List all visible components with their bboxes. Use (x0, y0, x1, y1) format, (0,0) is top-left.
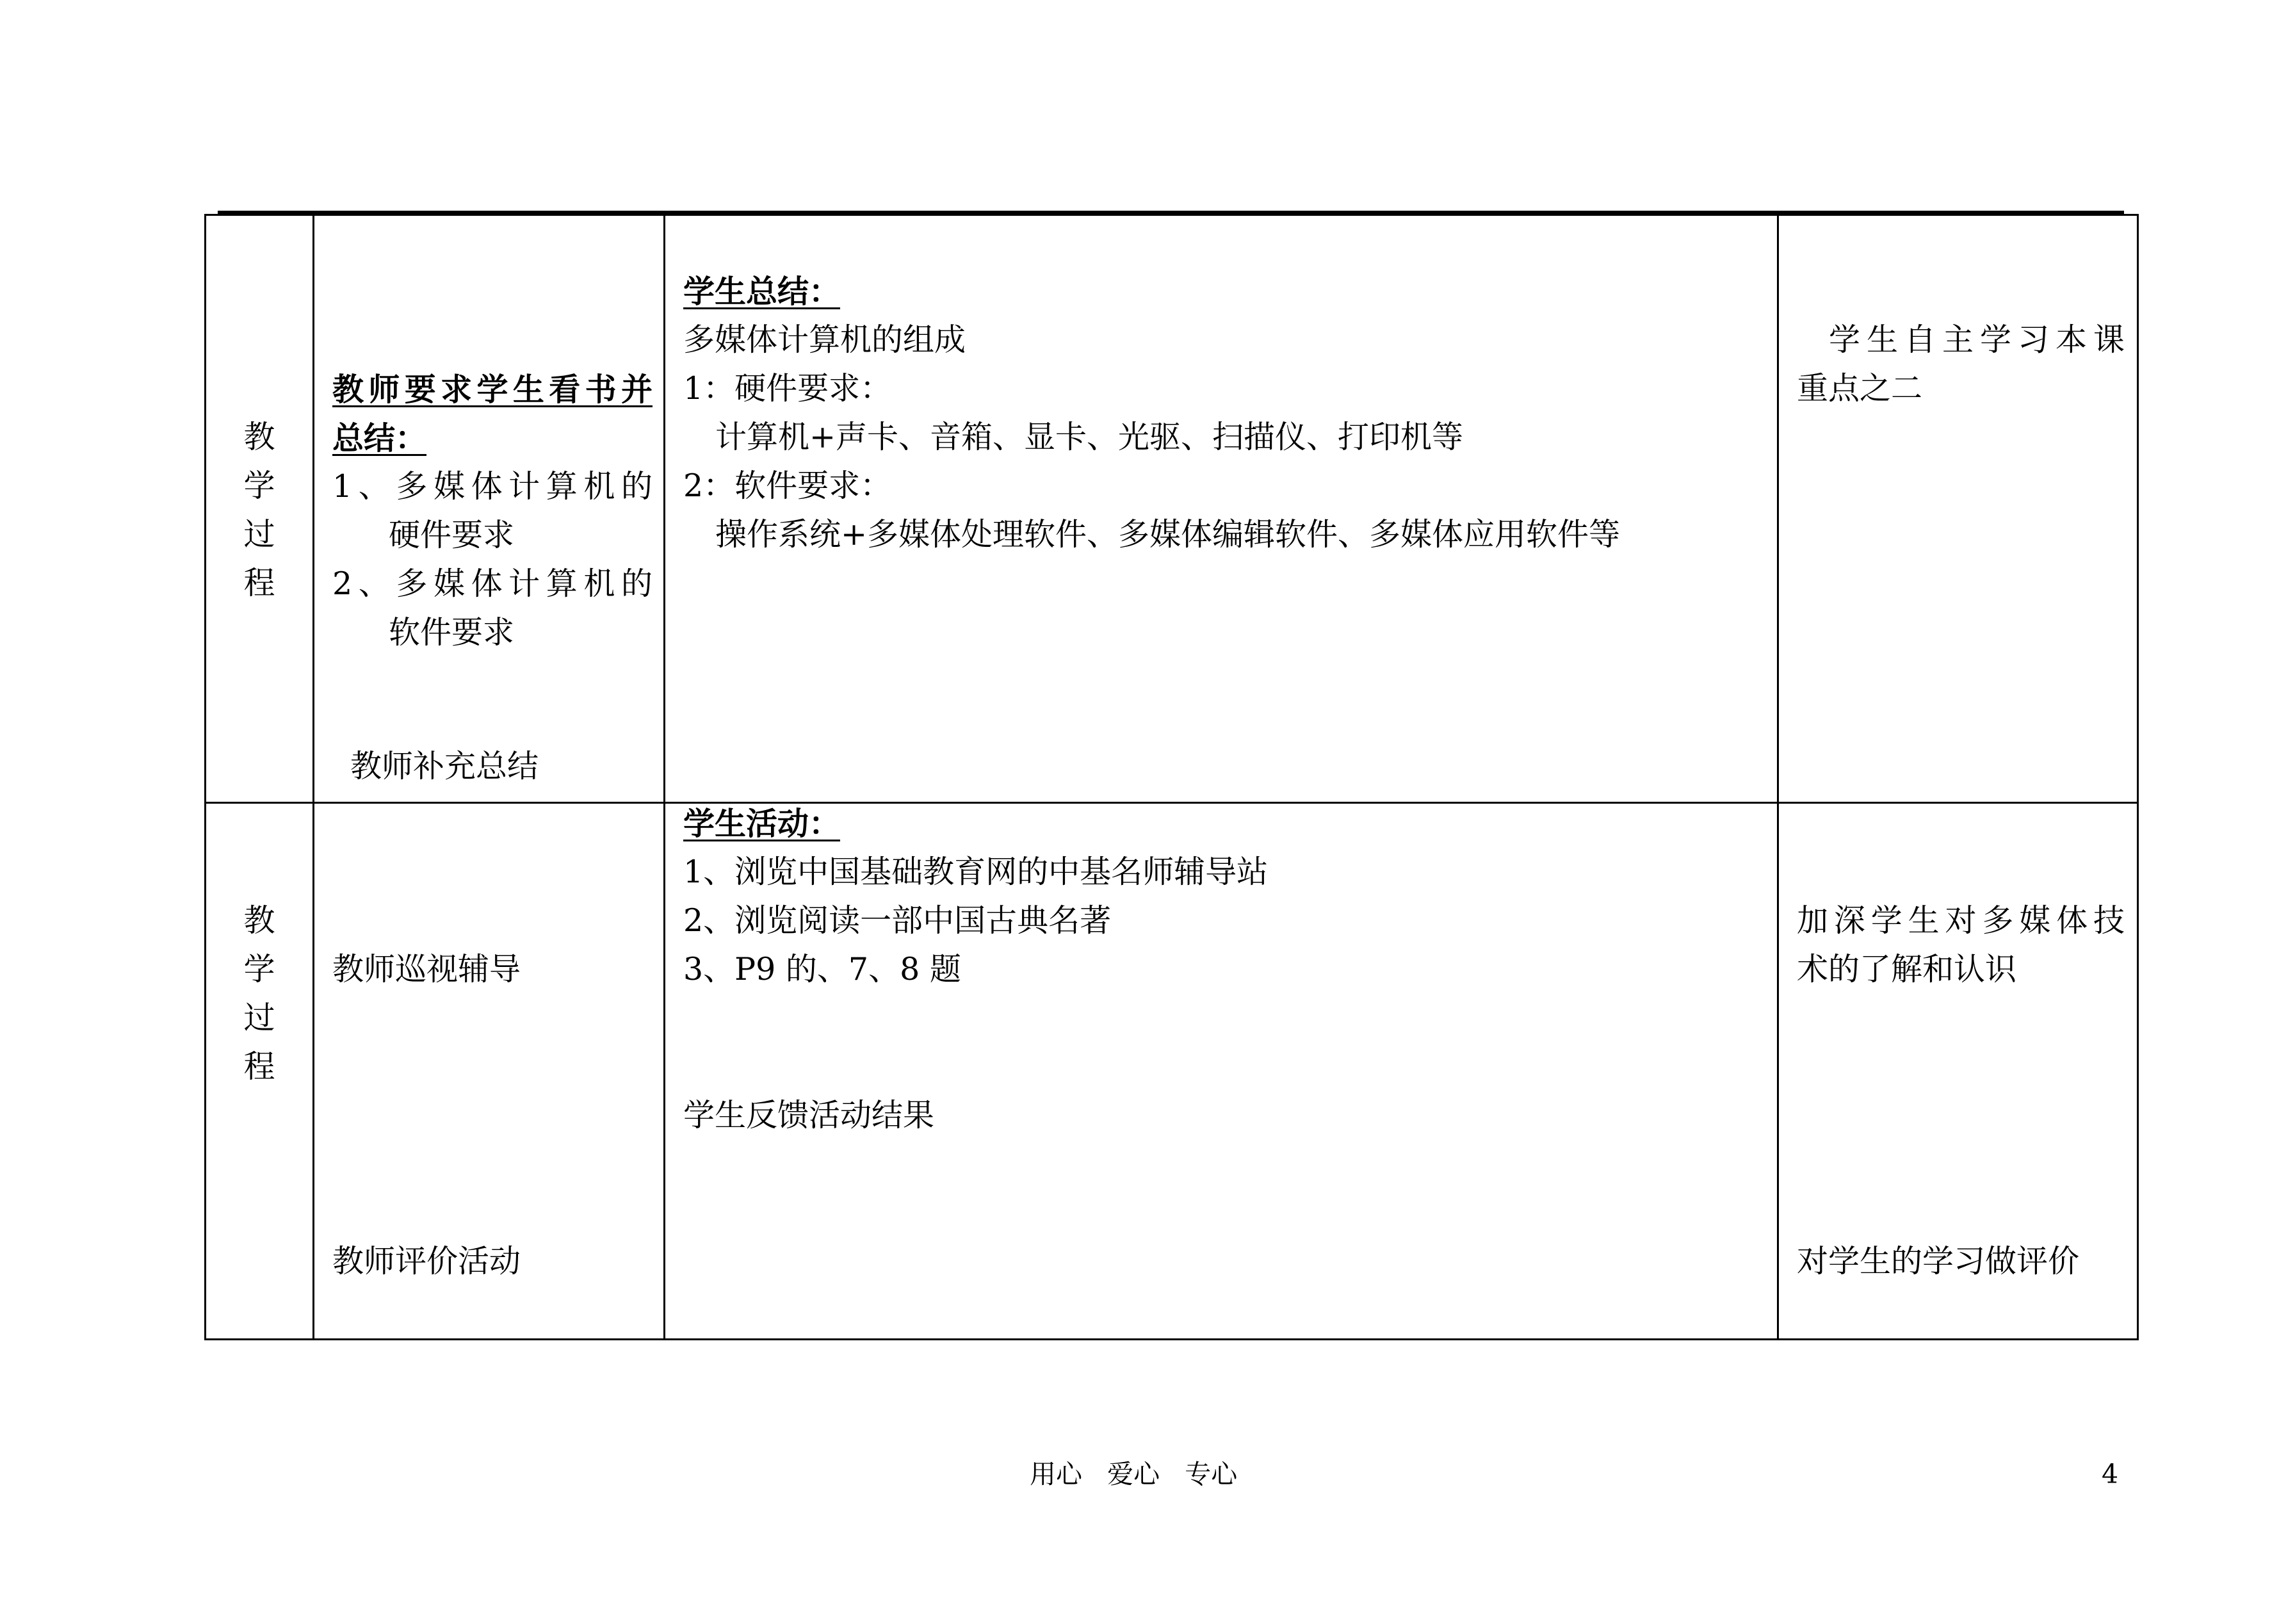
student-feedback: 学生反馈活动结果 (683, 1097, 935, 1133)
table-row (206, 215, 2138, 803)
stage-char: 过 (243, 516, 275, 553)
stage-char: 学 (243, 467, 275, 504)
student-summary-line: 1：硬件要求： (683, 370, 892, 407)
design-intent-line: 术的了解和认识 (1797, 951, 2017, 987)
design-intent-cell (1778, 215, 2138, 803)
student-activities (683, 799, 1268, 994)
teacher-heading-line2: 总结： (332, 419, 427, 457)
design-intent-cell (1778, 803, 2138, 1340)
teacher-item-1-rest: 硬件要求 (389, 517, 515, 553)
teacher-activity-cell (314, 215, 665, 803)
student-summary (683, 267, 1620, 559)
lesson-plan-table (204, 214, 2139, 1340)
design-intent-line: 重点之二 (1797, 370, 1923, 407)
student-activity-item: 1、浏览中国基础教育网的中基名师辅导站 (683, 854, 1269, 890)
stage-char: 过 (243, 1000, 275, 1036)
student-activity-item: 2、浏览阅读一部中国古典名著 (683, 902, 1112, 939)
stage-char: 教 (243, 902, 275, 939)
teacher-item-2-rest: 软件要求 (389, 614, 515, 651)
teacher-activity-cell (314, 803, 665, 1340)
student-activity-item: 3、P9 的、7、8 题 (683, 951, 961, 987)
teacher-evaluate: 教师评价活动 (332, 1243, 521, 1279)
teacher-heading-line1: 教师要求学生看书并 (332, 371, 653, 408)
student-summary-heading: 学生总结： (683, 273, 841, 310)
teacher-guide: 教师巡视辅导 (332, 951, 521, 987)
student-activity-cell (665, 803, 1778, 1340)
teacher-instructions (332, 365, 653, 657)
stage-char: 程 (243, 565, 275, 601)
stage-char: 教 (243, 419, 275, 455)
design-intent-line: 学生自主学习本课 (1829, 321, 2125, 358)
design-intent (1797, 316, 2125, 413)
stage-char: 程 (243, 1048, 275, 1085)
teacher-item-1: 1、多媒体计算机的 (332, 468, 653, 505)
design-intent-evaluate: 对学生的学习做评价 (1797, 1243, 2080, 1279)
stage-label (206, 413, 312, 608)
stage-cell (206, 215, 314, 803)
table-row (206, 803, 2138, 1340)
teacher-item-2: 2、多媒体计算机的 (332, 565, 653, 602)
stage-char: 学 (243, 951, 275, 987)
design-intent-line: 加深学生对多媒体技 (1797, 902, 2125, 939)
stage-label (206, 897, 312, 1091)
student-activity-cell (665, 215, 1778, 803)
student-summary-line: 操作系统+多媒体处理软件、多媒体编辑软件、多媒体应用软件等 (715, 516, 1621, 553)
student-activity-heading: 学生活动： (683, 805, 841, 842)
footer-motto: 用心 爱心 专心 (1030, 1459, 1238, 1490)
teacher-supplement: 教师补充总结 (350, 748, 539, 784)
design-intent (1797, 897, 2125, 994)
student-summary-line: 多媒体计算机的组成 (683, 321, 966, 358)
stage-cell (206, 803, 314, 1340)
student-summary-line: 计算机+声卡、音箱、显卡、光驱、扫描仪、打印机等 (715, 419, 1464, 455)
student-summary-line: 2：软件要求： (683, 467, 892, 504)
page-number: 4 (2102, 1459, 2119, 1490)
